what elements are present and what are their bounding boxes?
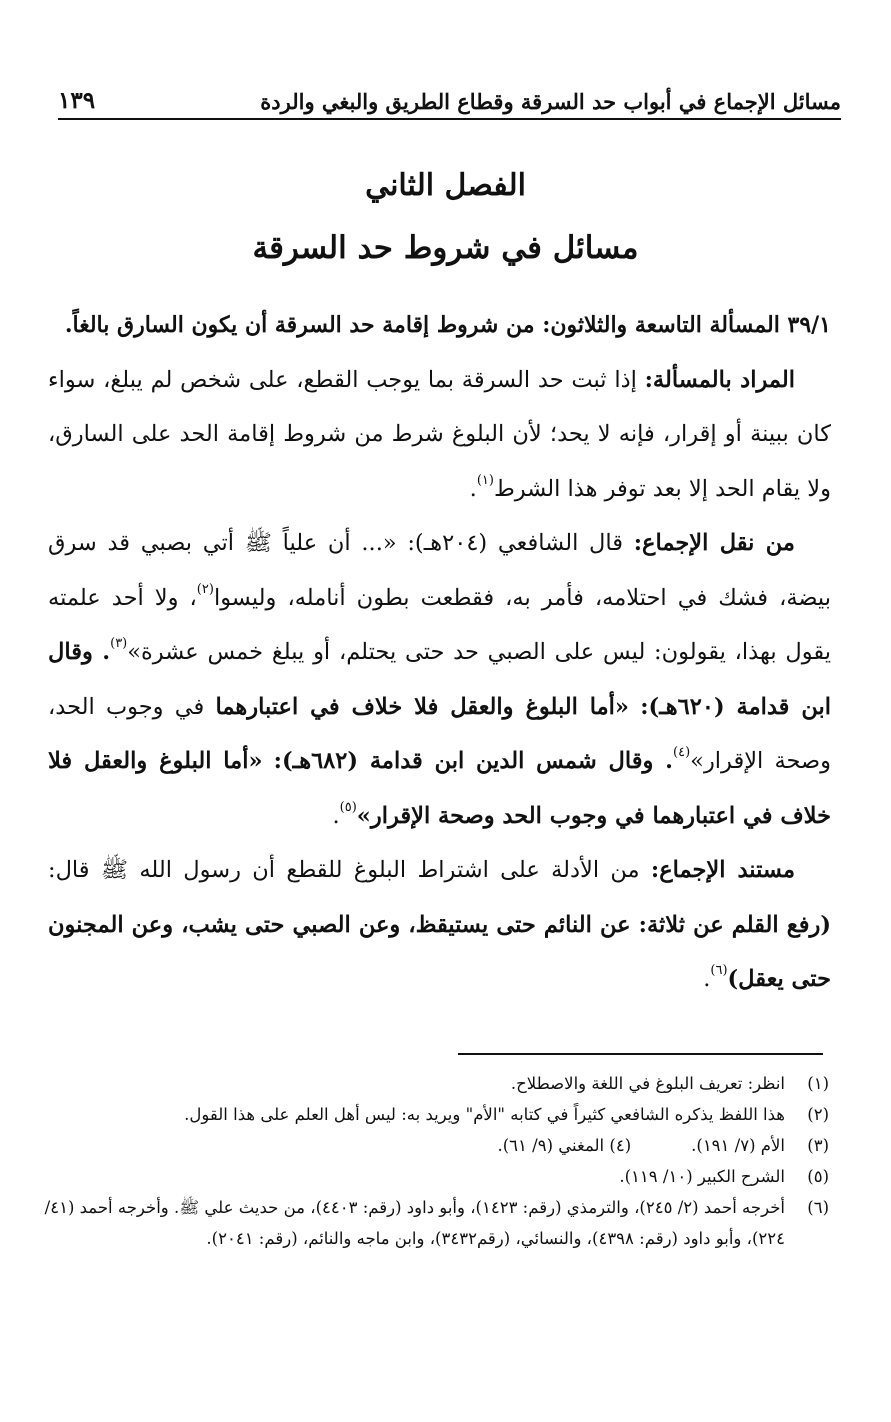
meaning-text: إذا ثبت حد السرقة بما يوجب القطع، على شخص لم يبلغ، سواء كان ببينة أو إقرار، فإنه لا يحد؛ لأن البلوغ شرط من شروط إقامة الحد على السارق، ولا يقام الحد إلا بعد توفر هذا الشرط [48, 366, 831, 502]
chapter-title: مسائل في شروط حد السرقة [252, 230, 639, 266]
ibn-qudamah-intro: . وقال ابن قدامة (٦٢٠هـ): [48, 639, 832, 720]
main-text [48, 298, 831, 1007]
footnotes [44, 1068, 829, 1254]
footnote-ref-5[interactable]: (٥) [339, 799, 357, 815]
footnote-text: المغني (٩/ ٦١). [497, 1136, 605, 1155]
shams-ad-din-quote: «أما البلوغ والعقل فلا خلاف في اعتبارهما في وجوب الحد وصحة الإقرار» [48, 748, 831, 829]
period: . [703, 966, 711, 992]
footnote-separator [458, 1053, 823, 1055]
basis-paragraph [48, 843, 831, 1007]
meaning-paragraph [48, 353, 831, 517]
footnote-3 [691, 1130, 829, 1161]
footnote-text: أخرجه أحمد (٢/ ٢٤٥)، والترمذي (رقم: ١٤٢٣)، وأبو داود (رقم: ٤٤٠٣)، من حديث علي ﷺ. وأخرجه أحمد (٤١/ ٢٢٤)، وأبو داود (رقم: ٤٣٩٨)، والنسائي، (رقم٣٤٣٢)، وابن ماجه والنائم، (رقم: ٢٠٤١). [44, 1198, 785, 1248]
footnote-1 [44, 1068, 829, 1099]
ibn-qudamah-quote-bold: «أما البلوغ والعقل فلا خلاف في اعتبارهما [215, 693, 629, 720]
basis-text: من الأدلة على اشتراط البلوغ للقطع أن رسول الله ﷺ قال: [48, 857, 640, 883]
shafii-quote-cont: ، ولا أحد علمته يقول بهذا، يقولون: ليس على الصبي حد حتى يحتلم، أو يبلغ خمس عشرة» [48, 584, 831, 665]
basis-label: مستند الإجماع: [650, 857, 795, 883]
footnote-number: (١) [807, 1074, 829, 1093]
footnote-2 [44, 1099, 829, 1130]
transmission-label: من نقل الإجماع: [633, 530, 795, 556]
footnote-6 [44, 1192, 829, 1254]
footnote-text: الشرح الكبير (١٠/ ١١٩). [619, 1167, 785, 1186]
period: . [332, 802, 340, 829]
footnote-number: (٢) [807, 1105, 829, 1124]
footnote-number: (٤) [609, 1136, 632, 1155]
meaning-label: المراد بالمسألة: [644, 366, 795, 393]
footnote-text: هذا اللفظ يذكره الشافعي كثيراً في كتابه "الأم" ويريد به: ليس أهل العلم على هذا القول. [184, 1105, 785, 1124]
period: . [469, 475, 477, 502]
footnote-ref-1[interactable]: (١) [476, 472, 494, 488]
running-title: مسائل الإجماع في أبواب حد السرقة وقطاع الطريق والبغي والردة [260, 89, 841, 114]
chapter-heading [40, 158, 851, 278]
footnote-number: (٥) [807, 1167, 829, 1186]
ibn-qudamah-quote: في وجوب الحد، وصحة الإقرار» [48, 693, 832, 774]
footnote-ref-6[interactable]: (٦) [710, 963, 728, 978]
transmission-paragraph [48, 516, 831, 843]
footnote-4 [497, 1130, 631, 1161]
issue-heading: ٣٩/١ المسألة التاسعة والثلاثون: من شروط إقامة حد السرقة أن يكون السارق بالغاً. [64, 312, 831, 338]
footnote-text: انظر: تعريف البلوغ في اللغة والاصطلاح. [510, 1074, 785, 1093]
footnote-ref-4[interactable]: (٤) [673, 745, 691, 760]
running-header [58, 72, 841, 120]
footnote-ref-3[interactable]: (٣) [110, 636, 128, 651]
footnote-number: (٦) [807, 1198, 829, 1217]
chapter-number: الفصل الثاني [365, 168, 526, 203]
footnote-text: الأم (٧/ ١٩١). [691, 1136, 785, 1155]
footnote-number: (٣) [807, 1136, 829, 1155]
shafii-quote: قال الشافعي (٢٠٤هـ): «... أن علياً ﷺ أتي بصبي قد سرق بيضة، فشك في احتلامه، فأمر به، فقطعت بطون أنامله، وليسوا [48, 530, 831, 611]
hadith-text: (رفع القلم عن ثلاثة: عن النائم حتى يستيقظ، وعن الصبي حتى يشب، وعن المجنون حتى يعقل) [48, 911, 831, 992]
footnote-ref-2[interactable]: (٢) [196, 581, 214, 597]
footnote-5 [44, 1161, 829, 1192]
footnote-row-3-4 [44, 1130, 829, 1161]
shams-ad-din-intro: . وقال شمس الدين ابن قدامة (٦٨٢هـ): [273, 748, 674, 774]
page-number: ١٣٩ [58, 87, 96, 114]
